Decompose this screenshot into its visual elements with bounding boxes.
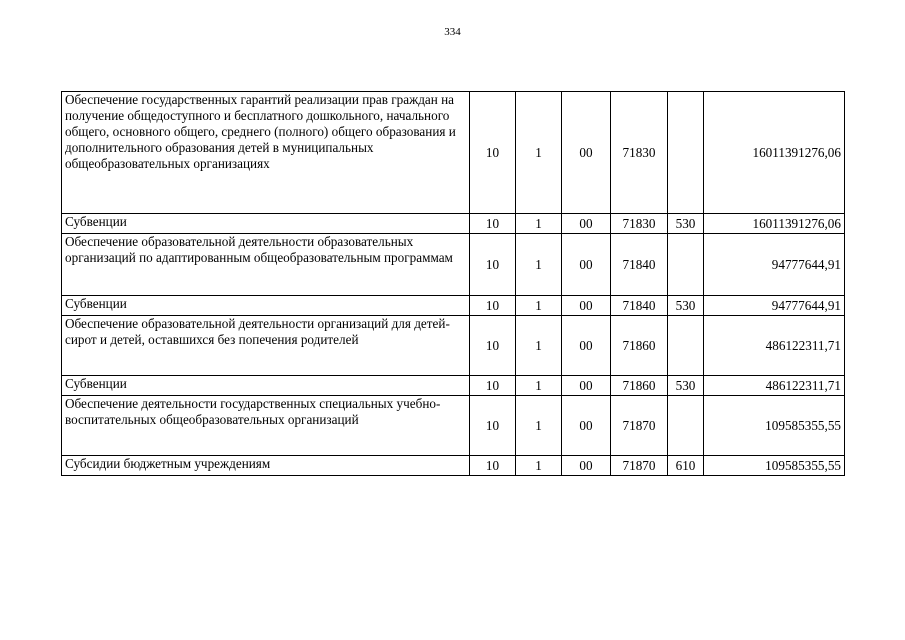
- program-code: 00: [562, 234, 611, 296]
- subsection-code: 1: [516, 316, 562, 376]
- program-code: 00: [562, 456, 611, 476]
- table-row: [62, 376, 845, 396]
- target-code: 71830: [611, 92, 668, 214]
- program-code: 00: [562, 214, 611, 234]
- amount: 109585355,55: [704, 456, 845, 476]
- row-name: Субсидии бюджетным учреждениям: [62, 456, 470, 476]
- table-row: [62, 234, 845, 296]
- expense-type-code: [668, 234, 704, 296]
- table-row: [62, 316, 845, 376]
- program-code: 00: [562, 376, 611, 396]
- program-code: 00: [562, 316, 611, 376]
- expense-type-code: 530: [668, 296, 704, 316]
- target-code: 71860: [611, 316, 668, 376]
- subsection-code: 1: [516, 92, 562, 214]
- row-name: Субвенции: [62, 214, 470, 234]
- expense-type-code: [668, 316, 704, 376]
- expense-type-code: 530: [668, 214, 704, 234]
- table-row: [62, 92, 845, 214]
- table-row: [62, 396, 845, 456]
- table-row: [62, 296, 845, 316]
- target-code: 71870: [611, 456, 668, 476]
- amount: 94777644,91: [704, 296, 845, 316]
- amount: 16011391276,06: [704, 92, 845, 214]
- program-code: 00: [562, 92, 611, 214]
- row-name: Субвенции: [62, 376, 470, 396]
- row-name: Обеспечение деятельности государственных специальных учебно-воспитательных общеобразовательных организаций: [62, 396, 470, 456]
- section-code: 10: [470, 214, 516, 234]
- subsection-code: 1: [516, 296, 562, 316]
- section-code: 10: [470, 316, 516, 376]
- expense-type-code: 530: [668, 376, 704, 396]
- target-code: 71830: [611, 214, 668, 234]
- section-code: 10: [470, 376, 516, 396]
- target-code: 71860: [611, 376, 668, 396]
- table-row: [62, 456, 845, 476]
- row-name: Субвенции: [62, 296, 470, 316]
- subsection-code: 1: [516, 214, 562, 234]
- expense-type-code: [668, 396, 704, 456]
- row-name: Обеспечение образовательной деятельности образовательных организаций по адаптированным общеобразовательным программам: [62, 234, 470, 296]
- row-name: Обеспечение государственных гарантий реализации прав граждан на получение общедоступного и бесплатного дошкольного, начального общего, основного общего, среднего (полного) общего образования и дополнительного образования детей в муниципальных общеобразовательных организациях: [62, 92, 470, 214]
- page-number: 334: [444, 26, 461, 38]
- program-code: 00: [562, 396, 611, 456]
- row-name: Обеспечение образовательной деятельности организаций для детей-сирот и детей, оставшихся без попечения родителей: [62, 316, 470, 376]
- target-code: 71840: [611, 296, 668, 316]
- section-code: 10: [470, 234, 516, 296]
- subsection-code: 1: [516, 456, 562, 476]
- amount: 94777644,91: [704, 234, 845, 296]
- amount: 486122311,71: [704, 316, 845, 376]
- subsection-code: 1: [516, 376, 562, 396]
- amount: 486122311,71: [704, 376, 845, 396]
- subsection-code: 1: [516, 234, 562, 296]
- table-row: [62, 214, 845, 234]
- subsection-code: 1: [516, 396, 562, 456]
- section-code: 10: [470, 456, 516, 476]
- amount: 109585355,55: [704, 396, 845, 456]
- budget-table: [61, 91, 845, 476]
- program-code: 00: [562, 296, 611, 316]
- expense-type-code: 610: [668, 456, 704, 476]
- section-code: 10: [470, 92, 516, 214]
- target-code: 71840: [611, 234, 668, 296]
- section-code: 10: [470, 296, 516, 316]
- amount: 16011391276,06: [704, 214, 845, 234]
- target-code: 71870: [611, 396, 668, 456]
- section-code: 10: [470, 396, 516, 456]
- expense-type-code: [668, 92, 704, 214]
